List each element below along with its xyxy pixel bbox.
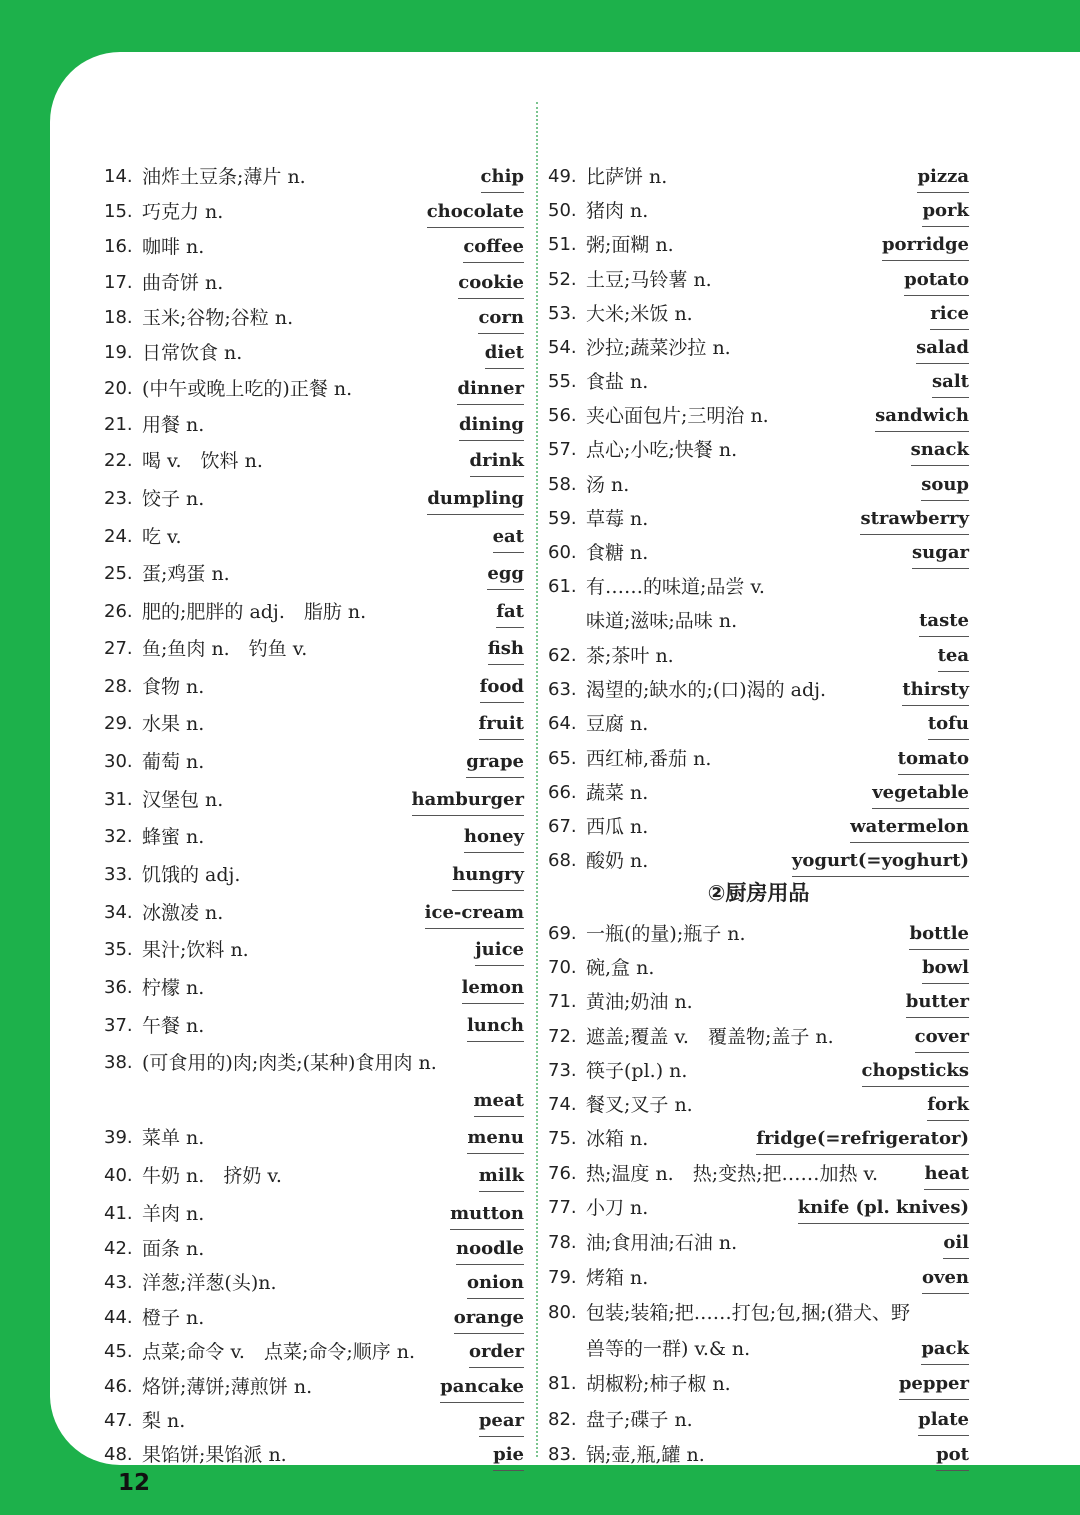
entry-english: noodle <box>456 1232 524 1266</box>
entry-english: strawberry <box>860 502 969 536</box>
entry-number: 69. <box>548 923 577 944</box>
entry-number: 56. <box>548 405 577 426</box>
entry-number: 53. <box>548 303 577 324</box>
entry-number: 70. <box>548 957 577 978</box>
vocab-entry <box>548 604 969 638</box>
entry-number: 47. <box>104 1410 133 1431</box>
entry-chinese: 日常饮食 n. <box>142 342 243 364</box>
vocab-entry <box>548 194 969 228</box>
vocab-entry <box>548 1332 969 1366</box>
entry-number: 14. <box>104 166 133 187</box>
entry-number: 73. <box>548 1060 577 1081</box>
vocab-entry <box>104 230 524 264</box>
entry-english: hamburger <box>412 783 524 817</box>
entry-chinese: 水果 n. <box>142 713 205 735</box>
vocab-entry <box>104 1266 524 1300</box>
entry-number: 77. <box>548 1197 577 1218</box>
entry-english: corn <box>478 301 524 335</box>
entry-number: 58. <box>548 474 577 495</box>
vocab-entry <box>104 520 524 554</box>
entry-chinese: 黄油;奶油 n. <box>586 991 693 1013</box>
entry-english: vegetable <box>872 776 969 810</box>
entry-number: 80. <box>548 1302 577 1323</box>
vocab-entry <box>104 1335 524 1369</box>
vocab-entry <box>104 820 524 854</box>
entry-chinese: 牛奶 n. 挤奶 v. <box>142 1165 282 1187</box>
entry-number: 48. <box>104 1444 133 1465</box>
entry-chinese: 洋葱;洋葱(头)n. <box>142 1272 277 1294</box>
entry-number: 27. <box>104 638 133 659</box>
vocab-entry <box>548 1054 969 1088</box>
entry-english: diet <box>485 336 524 370</box>
entry-number: 21. <box>104 414 133 435</box>
page-number: 12 <box>118 1470 151 1496</box>
entry-english: cookie <box>458 266 524 300</box>
vocab-entry <box>548 1226 969 1260</box>
column-divider <box>536 102 538 1457</box>
entry-english: pizza <box>917 160 969 194</box>
entry-chinese: 油;食用油;石油 n. <box>586 1232 738 1254</box>
entry-english: tea <box>938 639 969 673</box>
entry-english: sandwich <box>875 399 969 433</box>
vocab-entry <box>104 1046 524 1080</box>
entry-chinese: 葡萄 n. <box>142 751 205 773</box>
vocab-entry <box>104 670 524 704</box>
entry-number: 38. <box>104 1052 133 1073</box>
vocab-entry <box>104 195 524 229</box>
vocab-entry <box>548 160 969 194</box>
entry-chinese: 食物 n. <box>142 676 205 698</box>
entry-chinese: 果汁;饮料 n. <box>142 939 249 961</box>
entry-number: 50. <box>548 200 577 221</box>
vocab-entry <box>548 1438 969 1472</box>
entry-number: 36. <box>104 977 133 998</box>
vocab-entry <box>104 408 524 442</box>
vocab-entry <box>548 570 969 604</box>
entry-number: 54. <box>548 337 577 358</box>
entry-chinese: 一瓶(的量);瓶子 n. <box>586 923 746 945</box>
entry-chinese: 烙饼;薄饼;薄煎饼 n. <box>142 1376 313 1398</box>
vocab-entry <box>104 444 524 478</box>
entry-chinese: 大米;米饭 n. <box>586 303 693 325</box>
entry-number: 16. <box>104 236 133 257</box>
vocab-entry <box>104 1232 524 1266</box>
entry-english: thirsty <box>902 673 969 707</box>
entry-number: 52. <box>548 269 577 290</box>
entry-number: 44. <box>104 1307 133 1328</box>
entry-number: 32. <box>104 826 133 847</box>
entry-chinese: 食糖 n. <box>586 542 649 564</box>
entry-number: 35. <box>104 939 133 960</box>
entry-number: 24. <box>104 526 133 547</box>
vocab-entry <box>548 1367 969 1401</box>
entry-chinese: 面条 n. <box>142 1238 205 1260</box>
entry-english: butter <box>906 985 969 1019</box>
vocab-entry <box>104 745 524 779</box>
entry-english: pie <box>493 1438 524 1472</box>
entry-english: milk <box>479 1159 524 1193</box>
entry-number: 28. <box>104 676 133 697</box>
vocab-entry <box>548 1191 969 1225</box>
entry-chinese: 热;温度 n. 热;变热;把……加热 v. <box>586 1163 879 1185</box>
entry-number: 17. <box>104 272 133 293</box>
vocab-entry <box>104 896 524 930</box>
vocab-entry <box>548 1020 969 1054</box>
entry-number: 33. <box>104 864 133 885</box>
entry-english: pancake <box>440 1370 524 1404</box>
entry-chinese: 肥的;肥胖的 adj. 脂肪 n. <box>142 601 367 623</box>
entry-english: pot <box>936 1438 969 1472</box>
vocab-entry <box>104 160 524 194</box>
entry-number: 78. <box>548 1232 577 1253</box>
entry-number: 79. <box>548 1267 577 1288</box>
entry-number: 55. <box>548 371 577 392</box>
entry-chinese: 饺子 n. <box>142 488 205 510</box>
entry-english: dining <box>459 408 524 442</box>
entry-number: 59. <box>548 508 577 529</box>
vocab-entry <box>548 399 969 433</box>
entry-english: fruit <box>479 707 524 741</box>
entry-chinese: 小刀 n. <box>586 1197 649 1219</box>
entry-chinese: 沙拉;蔬菜沙拉 n. <box>586 337 731 359</box>
entry-english: lunch <box>467 1009 524 1043</box>
entry-chinese: 梨 n. <box>142 1410 186 1432</box>
entry-chinese: 汉堡包 n. <box>142 789 224 811</box>
entry-english: menu <box>467 1121 524 1155</box>
entry-english: egg <box>487 557 524 591</box>
entry-number: 23. <box>104 488 133 509</box>
entry-number: 51. <box>548 234 577 255</box>
entry-english: soup <box>921 468 969 502</box>
entry-number: 42. <box>104 1238 133 1259</box>
entry-number: 34. <box>104 902 133 923</box>
entry-chinese: 玉米;谷物;谷粒 n. <box>142 307 294 329</box>
entry-english: meat <box>474 1084 524 1118</box>
entry-english: snack <box>911 433 969 467</box>
entry-english: fish <box>488 632 524 666</box>
entry-english: cover <box>915 1020 969 1054</box>
entry-english: grape <box>466 745 524 779</box>
vocab-entry <box>548 742 969 776</box>
entry-chinese: 遮盖;覆盖 v. 覆盖物;盖子 n. <box>586 1026 834 1048</box>
entry-chinese: 筷子(pl.) n. <box>586 1060 688 1082</box>
entry-number: 72. <box>548 1026 577 1047</box>
entry-number: 25. <box>104 563 133 584</box>
entry-number: 45. <box>104 1341 133 1362</box>
vocab-entry <box>104 1197 524 1231</box>
entry-chinese: 兽等的一群) v.& n. <box>586 1338 751 1360</box>
entry-english: juice <box>475 933 524 967</box>
entry-english: dinner <box>457 372 524 406</box>
entry-chinese: 羊肉 n. <box>142 1203 205 1225</box>
entry-chinese: 土豆;马铃薯 n. <box>586 269 712 291</box>
entry-chinese: 菜单 n. <box>142 1127 205 1149</box>
entry-chinese: 豆腐 n. <box>586 713 649 735</box>
entry-english: tomato <box>898 742 969 776</box>
vocab-entry <box>548 951 969 985</box>
entry-chinese: 茶;茶叶 n. <box>586 645 674 667</box>
vocab-entry <box>104 595 524 629</box>
entry-english: bottle <box>909 917 969 951</box>
entry-english: orange <box>454 1301 524 1335</box>
vocab-entry <box>104 336 524 370</box>
entry-chinese: 食盐 n. <box>586 371 649 393</box>
entry-chinese: 猪肉 n. <box>586 200 649 222</box>
entry-chinese: 鱼;鱼肉 n. 钓鱼 v. <box>142 638 308 660</box>
entry-number: 40. <box>104 1165 133 1186</box>
vocab-entry <box>104 1121 524 1155</box>
entry-english: chopsticks <box>862 1054 970 1088</box>
entry-chinese: 汤 n. <box>586 474 630 496</box>
entry-number: 19. <box>104 342 133 363</box>
entry-chinese: 酸奶 n. <box>586 850 649 872</box>
entry-english: pack <box>921 1332 969 1366</box>
entry-english: bowl <box>922 951 969 985</box>
entry-number: 66. <box>548 782 577 803</box>
vocab-entry <box>104 933 524 967</box>
vocab-entry <box>104 372 524 406</box>
vocab-entry <box>104 1159 524 1193</box>
entry-chinese: 蔬菜 n. <box>586 782 649 804</box>
vocab-entry <box>548 365 969 399</box>
entry-number: 57. <box>548 439 577 460</box>
entry-english: watermelon <box>850 810 969 844</box>
vocab-entry <box>104 632 524 666</box>
entry-chinese: 比萨饼 n. <box>586 166 668 188</box>
entry-chinese: 西瓜 n. <box>586 816 649 838</box>
vocab-entry <box>548 468 969 502</box>
vocab-entry <box>548 1088 969 1122</box>
entry-english: ice-cream <box>425 896 524 930</box>
section-heading: ②厨房用品 <box>707 881 810 905</box>
entry-english: tofu <box>928 707 969 741</box>
entry-english: salt <box>932 365 969 399</box>
page-sheet <box>50 52 1080 1496</box>
entry-number: 64. <box>548 713 577 734</box>
entry-chinese: 点菜;命令 v. 点菜;命令;顺序 n. <box>142 1341 416 1363</box>
entry-english: taste <box>919 604 969 638</box>
vocab-entry <box>548 776 969 810</box>
vocab-entry <box>104 1009 524 1043</box>
entry-english: porridge <box>882 228 969 262</box>
entry-number: 20. <box>104 378 133 399</box>
vocab-entry <box>548 810 969 844</box>
vocab-entry <box>548 917 969 951</box>
vocab-entry <box>548 297 969 331</box>
entry-english: eat <box>493 520 524 554</box>
entry-chinese: 粥;面糊 n. <box>586 234 674 256</box>
entry-number: 31. <box>104 789 133 810</box>
entry-chinese: 蛋;鸡蛋 n. <box>142 563 230 585</box>
entry-english: yogurt(=yoghurt) <box>792 844 969 878</box>
entry-english: fridge(=refrigerator) <box>756 1122 969 1156</box>
entry-number: 46. <box>104 1376 133 1397</box>
vocab-entry <box>104 971 524 1005</box>
entry-chinese: 咖啡 n. <box>142 236 205 258</box>
entry-english: chocolate <box>427 195 524 229</box>
entry-chinese: 果馅饼;果馅派 n. <box>142 1444 287 1466</box>
entry-number: 37. <box>104 1015 133 1036</box>
entry-number: 62. <box>548 645 577 666</box>
entry-english: order <box>469 1335 524 1369</box>
entry-chinese: 盘子;碟子 n. <box>586 1409 693 1431</box>
vocab-entry <box>548 707 969 741</box>
entry-number: 49. <box>548 166 577 187</box>
entry-number: 22. <box>104 450 133 471</box>
entry-english: coffee <box>463 230 524 264</box>
vocab-entry <box>548 331 969 365</box>
vocab-entry <box>548 433 969 467</box>
entry-number: 61. <box>548 576 577 597</box>
vocab-entry <box>104 482 524 516</box>
vocab-entry <box>104 1084 524 1118</box>
entry-chinese: 烤箱 n. <box>586 1267 649 1289</box>
entry-number: 68. <box>548 850 577 871</box>
entry-chinese: 夹心面包片;三明治 n. <box>586 405 769 427</box>
entry-english: sugar <box>912 536 969 570</box>
entry-english: lemon <box>462 971 524 1005</box>
entry-number: 81. <box>548 1373 577 1394</box>
vocab-entry <box>548 1157 969 1191</box>
entry-number: 15. <box>104 201 133 222</box>
entry-chinese: 喝 v. 饮料 n. <box>142 450 263 472</box>
entry-number: 39. <box>104 1127 133 1148</box>
entry-number: 65. <box>548 748 577 769</box>
entry-chinese: 碗,盒 n. <box>586 957 655 979</box>
entry-chinese: 味道;滋味;品味 n. <box>586 610 738 632</box>
vocab-entry <box>548 1261 969 1295</box>
entry-english: hungry <box>452 858 524 892</box>
entry-english: drink <box>470 444 524 478</box>
vocab-entry <box>548 228 969 262</box>
vocab-entry <box>104 266 524 300</box>
entry-number: 83. <box>548 1444 577 1465</box>
entry-chinese: (可食用的)肉;肉类;(某种)食用肉 n. <box>142 1052 437 1074</box>
entry-chinese: 胡椒粉;柿子椒 n. <box>586 1373 731 1395</box>
entry-english: onion <box>467 1266 524 1300</box>
vocab-entry <box>104 707 524 741</box>
vocab-entry <box>548 639 969 673</box>
entry-english: rice <box>930 297 969 331</box>
entry-chinese: 西红柿,番茄 n. <box>586 748 712 770</box>
entry-english: dumpling <box>427 482 524 516</box>
entry-chinese: 用餐 n. <box>142 414 205 436</box>
entry-number: 74. <box>548 1094 577 1115</box>
entry-chinese: 锅;壶,瓶,罐 n. <box>586 1444 705 1466</box>
entry-chinese: 饥饿的 adj. <box>142 864 241 886</box>
entry-number: 30. <box>104 751 133 772</box>
vocab-entry <box>104 1301 524 1335</box>
vocab-entry <box>548 673 969 707</box>
entry-number: 60. <box>548 542 577 563</box>
entry-chinese: 点心;小吃;快餐 n. <box>586 439 738 461</box>
vocab-entry <box>548 536 969 570</box>
vocab-entry <box>104 858 524 892</box>
entry-number: 76. <box>548 1163 577 1184</box>
vocab-entry <box>548 1122 969 1156</box>
entry-english: chip <box>481 160 524 194</box>
vocab-entry <box>104 1370 524 1404</box>
entry-number: 82. <box>548 1409 577 1430</box>
vocab-entry <box>548 263 969 297</box>
entry-english: heat <box>924 1157 969 1191</box>
vocab-entry <box>104 1404 524 1438</box>
entry-number: 75. <box>548 1128 577 1149</box>
entry-english: mutton <box>450 1197 524 1231</box>
entry-english: pork <box>922 194 969 228</box>
entry-english: oil <box>943 1226 969 1260</box>
entry-number: 71. <box>548 991 577 1012</box>
entry-chinese: 渴望的;缺水的;(口)渴的 adj. <box>586 679 827 701</box>
vocab-entry <box>104 783 524 817</box>
entry-chinese: 包装;装箱;把……打包;包,捆;(猎犬、野 <box>586 1302 911 1324</box>
entry-english: fat <box>496 595 524 629</box>
entry-chinese: 柠檬 n. <box>142 977 205 999</box>
entry-english: oven <box>922 1261 969 1295</box>
entry-chinese: 橙子 n. <box>142 1307 205 1329</box>
entry-english: fork <box>927 1088 969 1122</box>
entry-number: 18. <box>104 307 133 328</box>
entry-chinese: 餐叉;叉子 n. <box>586 1094 693 1116</box>
entry-chinese: 午餐 n. <box>142 1015 205 1037</box>
vocab-entry <box>104 301 524 335</box>
entry-chinese: 草莓 n. <box>586 508 649 530</box>
entry-english: potato <box>904 263 969 297</box>
vocab-entry <box>548 985 969 1019</box>
entry-number: 63. <box>548 679 577 700</box>
entry-english: plate <box>918 1403 969 1437</box>
vocab-entry <box>104 1438 524 1472</box>
entry-number: 43. <box>104 1272 133 1293</box>
entry-number: 26. <box>104 601 133 622</box>
entry-chinese: 冰激凌 n. <box>142 902 224 924</box>
entry-chinese: 巧克力 n. <box>142 201 224 223</box>
vocab-entry <box>548 1296 969 1330</box>
entry-english: honey <box>464 820 524 854</box>
entry-chinese: 蜂蜜 n. <box>142 826 205 848</box>
entry-chinese: 吃 v. <box>142 526 182 548</box>
entry-number: 41. <box>104 1203 133 1224</box>
vocab-entry <box>548 844 969 878</box>
vocab-entry <box>548 502 969 536</box>
entry-chinese: 油炸土豆条;薄片 n. <box>142 166 306 188</box>
entry-english: salad <box>916 331 969 365</box>
entry-number: 67. <box>548 816 577 837</box>
entry-english: pear <box>479 1404 524 1438</box>
entry-number: 29. <box>104 713 133 734</box>
vocab-entry <box>104 557 524 591</box>
entry-chinese: 冰箱 n. <box>586 1128 649 1150</box>
entry-chinese: (中午或晚上吃的)正餐 n. <box>142 378 353 400</box>
entry-english: pepper <box>899 1367 969 1401</box>
entry-english: food <box>480 670 524 704</box>
entry-chinese: 有……的味道;品尝 v. <box>586 576 765 598</box>
entry-english: knife (pl. knives) <box>798 1191 969 1225</box>
entry-chinese: 曲奇饼 n. <box>142 272 224 294</box>
vocab-entry <box>548 1403 969 1437</box>
